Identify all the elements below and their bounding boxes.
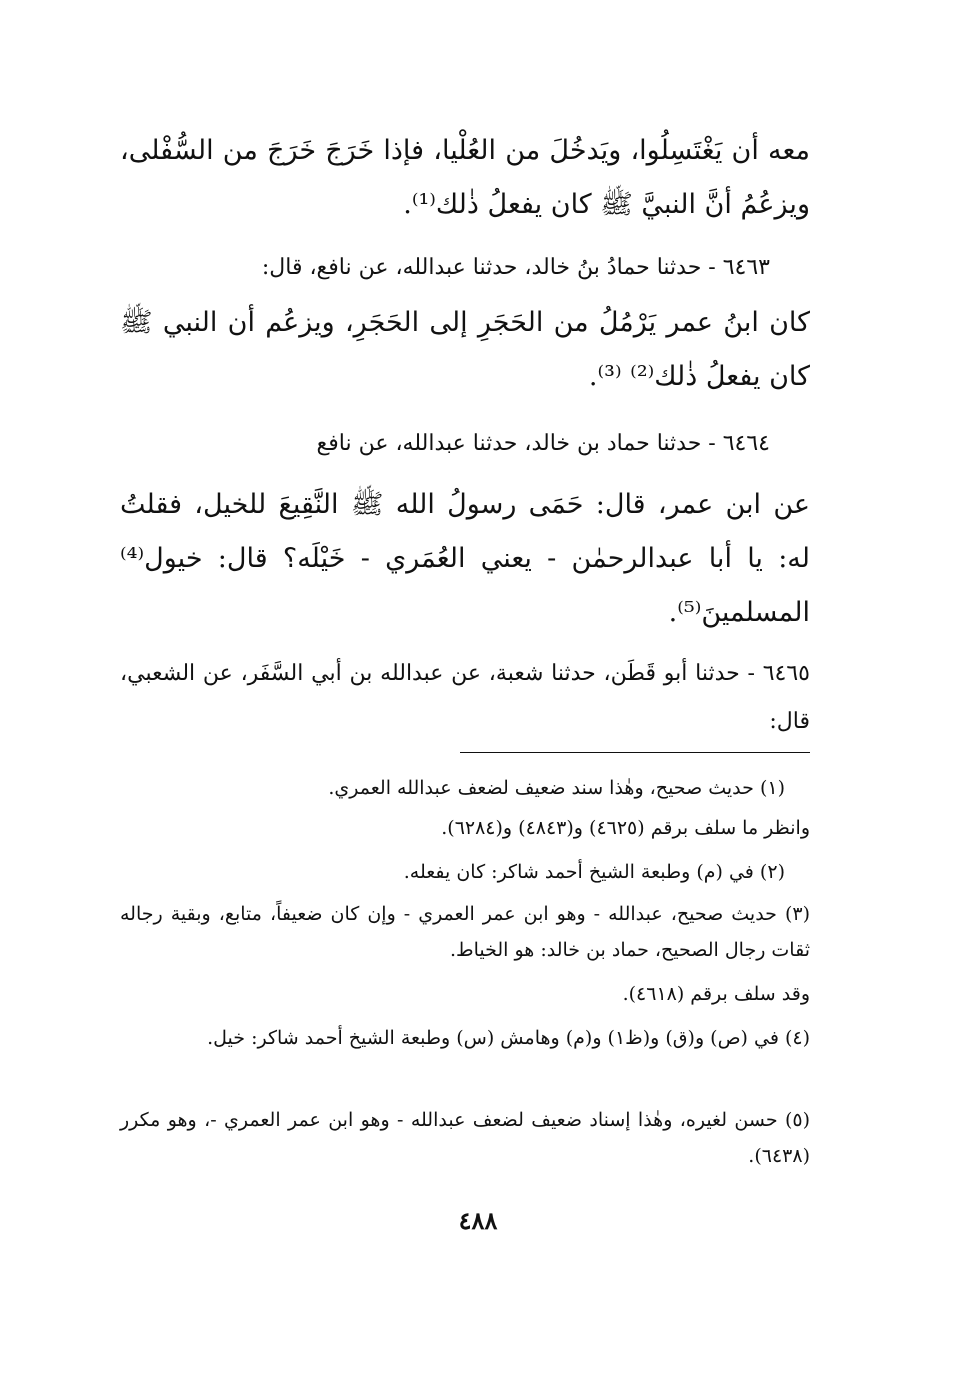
- body-paragraph-2: كان ابنُ عمر يَرْمُلُ من الحَجَرِ إلى الحَجَرِ، ويزعُم أن النبي ﷺ كان يفعلُ ذٰلك⁽²⁾ ⁽³⁾.: [120, 307, 810, 392]
- body-paragraph-3: عن ابن عمر، قال: حَمَى رسولُ الله ﷺ النَّقِيعَ للخيل، فقلتُ له: يا أبا عبدالرحمٰن - يعني العُمَري - خَيْلَه؟ قال: خيول⁽⁴⁾ المسلمينَ⁽⁵⁾.: [120, 489, 810, 628]
- footnote-separator: [460, 752, 810, 753]
- footnote-1-reference: وانظر ما سلف برقم (٤٦٢٥) و(٤٨٤٣) و(٦٢٨٤).: [441, 817, 810, 839]
- footnote-2: (٢) في (م) وطبعة الشيخ أحمد شاكر: كان يفعله.: [403, 861, 785, 883]
- footnote-1: (١) حديث صحيح، وهٰذا سند ضعيف لضعف عبدالله العمري.: [328, 777, 785, 799]
- hadith-6465-header: ٦٤٦٥ - حدثنا أبو قَطَن، حدثنا شعبة، عن عبدالله بن أبي السَّفَر، عن الشعبي، قال:: [120, 661, 810, 734]
- footnote-5: (٥) حسن لغيره، وهٰذا إسناد ضعيف لضعف عبدالله - وهو ابن عمر العمري -، وهو مكرر (٦٤٣٨).: [120, 1109, 810, 1167]
- body-paragraph-1: معه أن يَغْتَسِلُوا، ويَدخُلَ من العُلْيا، فإذا خَرَجَ خَرَجَ من السُّفْلى، ويزعُمُ أنَّ النبيَّ ﷺ كان يفعلُ ذٰلك⁽¹⁾.: [120, 135, 810, 220]
- footnote-4: (٤) في (ص) و(ق) و(ظ١) و(م) وهامش (س) وطبعة الشيخ أحمد شاكر: خيل.: [207, 1027, 810, 1049]
- footnote-3: (٣) حديث صحيح، عبدالله - وهو ابن عمر العمري - وإن كان ضعيفاً، متابع، وبقية رجاله ثقات رجال الصحيح، حماد بن خالد: هو الخياط.: [120, 903, 810, 961]
- hadith-6464-header: ٦٤٦٤ - حدثنا حماد بن خالد، حدثنا عبدالله، عن نافع: [316, 431, 770, 456]
- hadith-6463-header: ٦٤٦٣ - حدثنا حمادُ بنُ خالد، حدثنا عبدالله، عن نافع، قال:: [261, 255, 770, 280]
- footnote-3-reference: وقد سلف برقم (٤٦١٨).: [622, 983, 810, 1005]
- page-number: ٤٨٨: [458, 1206, 498, 1235]
